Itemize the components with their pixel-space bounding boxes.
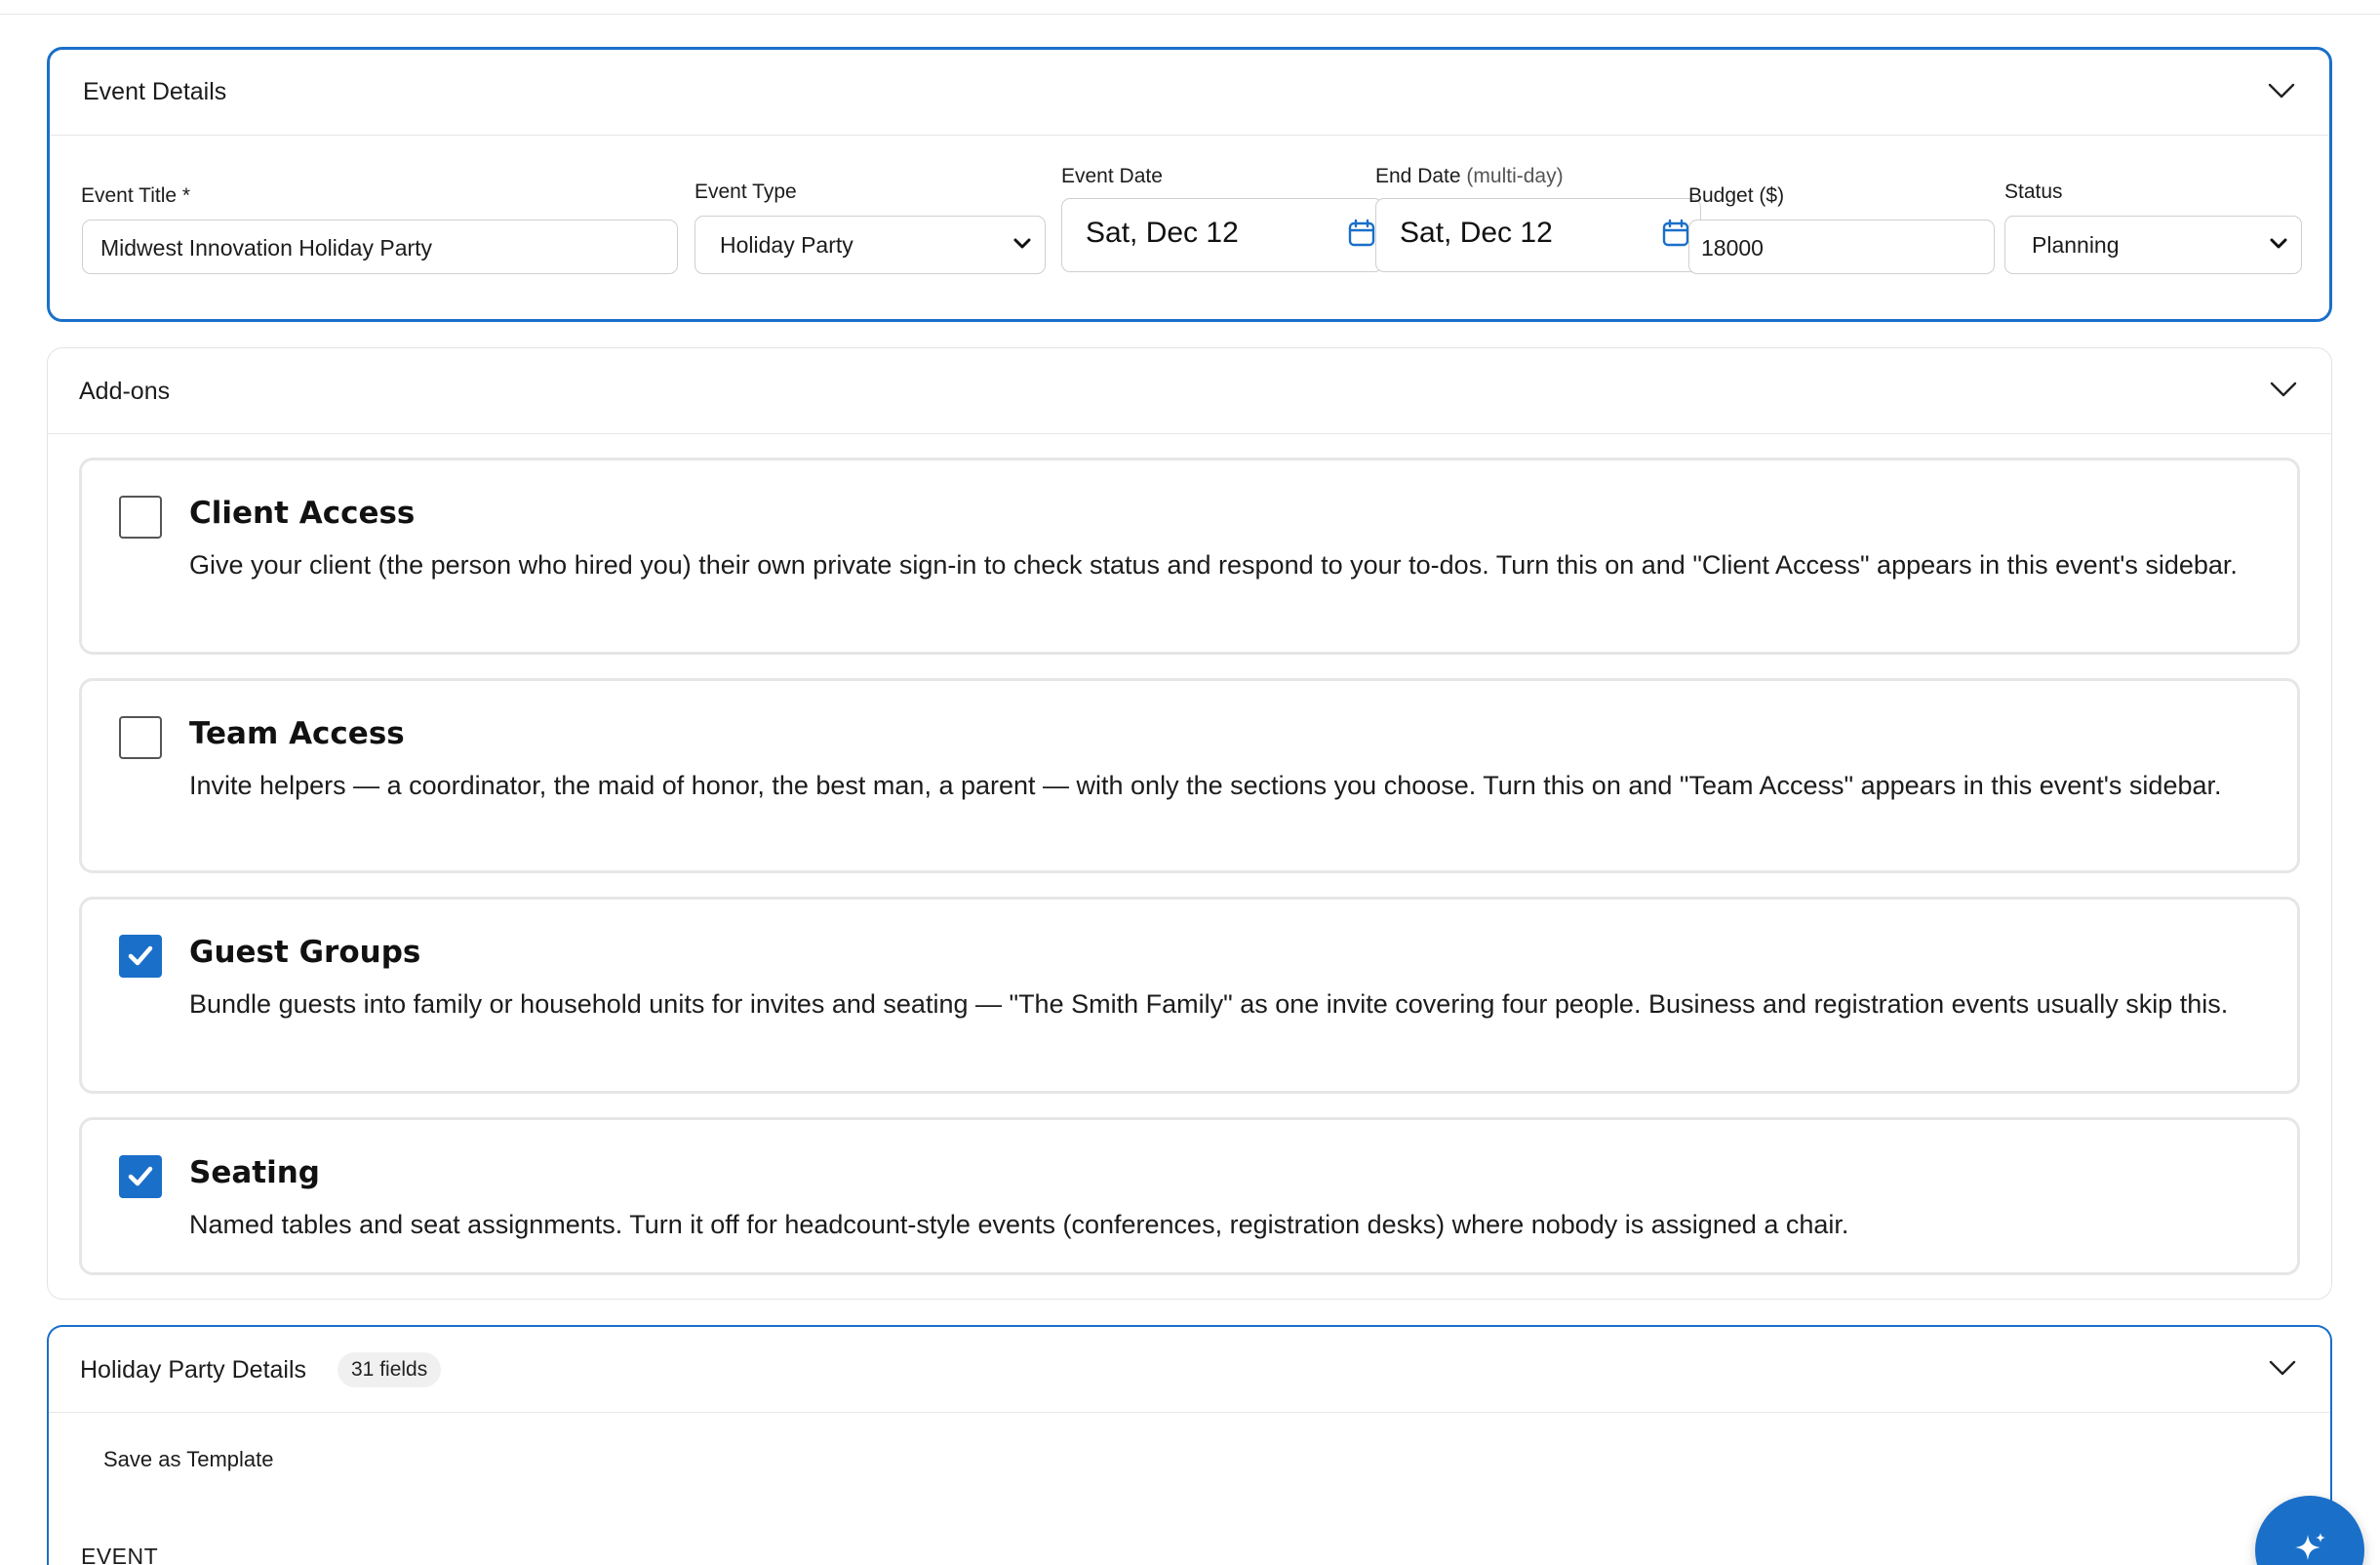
- event-type-label: Event Type: [694, 181, 797, 203]
- end-date-input[interactable]: [1375, 198, 1701, 272]
- event-type-value: Holiday Party: [720, 232, 853, 258]
- calendar-icon[interactable]: [1347, 219, 1376, 248]
- calendar-icon[interactable]: [1661, 219, 1690, 248]
- status-label: Status: [2004, 181, 2063, 203]
- budget-value: 18000: [1701, 235, 1764, 261]
- holiday-party-details-title: Holiday Party Details: [80, 1356, 307, 1384]
- holiday-party-details-card: [47, 1325, 2332, 1565]
- addon-description: Give your client (the person who hired you) their own private sign-in to check status and respond to your to-dos. Turn this on and "Client Access" appears in this event's sidebar.: [189, 550, 2238, 580]
- addons-title: Add-ons: [79, 378, 171, 405]
- team-access-checkbox[interactable]: [119, 716, 162, 759]
- chevron-down-icon[interactable]: [2268, 1358, 2297, 1378]
- event-title-input[interactable]: [82, 220, 678, 274]
- addon-title: Client Access: [189, 496, 416, 531]
- guest-groups-checkbox[interactable]: [119, 935, 162, 978]
- event-section-caption: EVENT: [81, 1544, 159, 1565]
- field-count-badge: 31 fields: [337, 1352, 441, 1387]
- addon-title: Guest Groups: [189, 935, 421, 970]
- event-date-input[interactable]: [1061, 198, 1383, 272]
- event-details-header[interactable]: [50, 50, 2329, 136]
- addon-guest-groups[interactable]: [79, 897, 2300, 1094]
- chevron-down-icon: [1013, 238, 1031, 250]
- addon-team-access[interactable]: [79, 678, 2300, 873]
- addon-client-access[interactable]: [79, 458, 2300, 655]
- client-access-checkbox[interactable]: [119, 496, 162, 539]
- event-details-card: [47, 47, 2332, 322]
- budget-label: Budget ($): [1688, 184, 1785, 207]
- event-title-value: Midwest Innovation Holiday Party: [100, 235, 433, 261]
- budget-input[interactable]: [1688, 220, 1995, 274]
- end-date-label: [1375, 165, 1564, 188]
- status-value: Planning: [2032, 232, 2120, 258]
- end-date-value: Sat, Dec 12: [1400, 217, 1553, 249]
- addon-seating[interactable]: [79, 1117, 2300, 1275]
- end-date-note: (multi-day): [1466, 165, 1564, 187]
- top-divider: [0, 14, 2380, 15]
- chevron-down-icon[interactable]: [2267, 81, 2296, 100]
- event-date-value: Sat, Dec 12: [1086, 217, 1239, 249]
- chevron-down-icon: [2270, 238, 2287, 250]
- addons-card: [47, 347, 2332, 1300]
- addon-description: Named tables and seat assignments. Turn it off for headcount-style events (conferences, registration desks) where nobody is assigned a chair.: [189, 1210, 1849, 1239]
- checkmark-icon: [126, 1162, 155, 1191]
- event-details-title: Event Details: [83, 78, 227, 105]
- end-date-label-text: End Date: [1375, 165, 1461, 187]
- addon-description: Bundle guests into family or household units for invites and seating — "The Smith Family" as one invite covering four people. Business and registration events usually skip this.: [189, 989, 2229, 1019]
- addon-description: Invite helpers — a coordinator, the maid of honor, the best man, a parent — with only the sections you choose. Turn this on and "Team Access" appears in this event's sidebar.: [189, 771, 2222, 800]
- addon-title: Seating: [189, 1155, 320, 1190]
- status-select[interactable]: [2004, 216, 2302, 274]
- event-title-label: Event Title *: [81, 184, 191, 207]
- event-date-label: Event Date: [1061, 165, 1163, 187]
- addon-title: Team Access: [189, 716, 405, 751]
- event-type-select[interactable]: [694, 216, 1046, 274]
- addons-header[interactable]: [48, 348, 2331, 434]
- save-as-template-button[interactable]: Save as Template: [103, 1447, 274, 1471]
- seating-checkbox[interactable]: [119, 1155, 162, 1198]
- sparkle-icon: [2290, 1529, 2329, 1565]
- checkmark-icon: [126, 942, 155, 971]
- chevron-down-icon[interactable]: [2269, 380, 2298, 399]
- holiday-party-details-header[interactable]: [49, 1327, 2330, 1413]
